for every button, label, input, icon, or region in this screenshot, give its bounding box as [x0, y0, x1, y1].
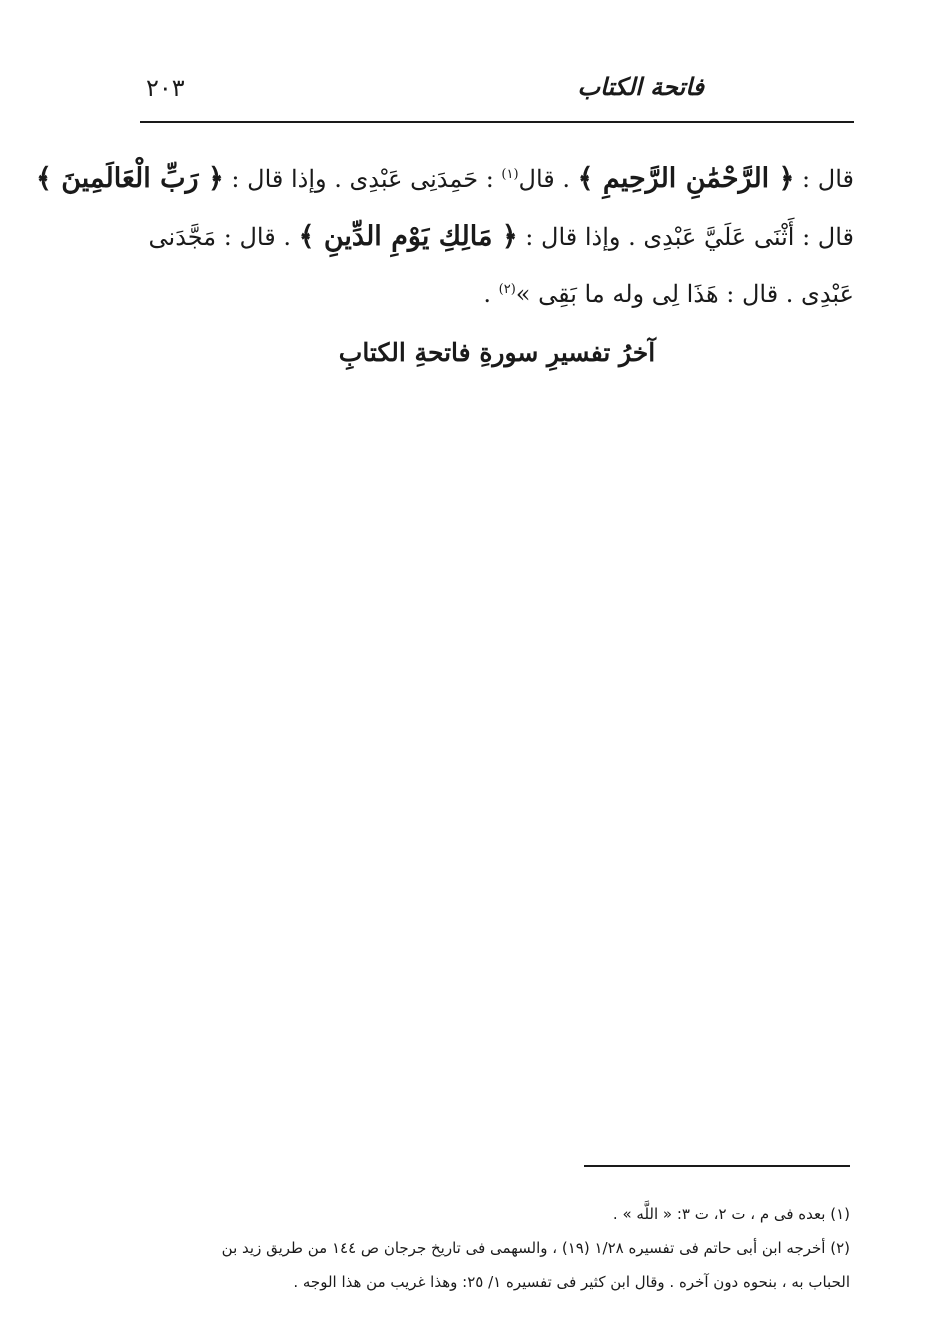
page-number: ٢٠٣: [146, 74, 185, 102]
footnote-2-line-2: الحباب به ، بنحوه دون آخره . وقال ابن كثير فى تفسيره ١/ ٢٥: وهذا غريب من هذا الوجه .: [293, 1273, 850, 1291]
section-end-heading: آخرُ تفسيرِ سورةِ فاتحةِ الكتابِ: [338, 338, 656, 367]
text-line-3: [140, 266, 854, 323]
header-rule: [140, 121, 854, 123]
quran-quote-malik: ﴿ مَالِكِ يَوْمِ الدِّينِ ﴾: [298, 221, 518, 252]
text-segment: .: [483, 280, 499, 308]
text-segment: . قال: [518, 165, 578, 193]
footnote-2-line-1: (٢) أخرجه ابن أبى حاتم فى تفسيره ١/٢٨ (١٩) ، والسهمى فى تاريخ جرجان ص ١٤٤ من طريق زيد بن: [221, 1239, 850, 1257]
footnote-1: (١) بعده فى م ، ت ٢، ت ٣: « اللَّه » .: [612, 1205, 850, 1223]
text-segment: قال : أَثْنَى عَلَيَّ عَبْدِى . وإذا قال :: [517, 223, 854, 251]
footnote-rule: [584, 1165, 850, 1167]
quran-quote-alamin: ﴿ رَبِّ الْعَالَمِينَ ﴾: [35, 163, 224, 194]
main-text: [35, 150, 854, 323]
text-line-1: قال : ﴿ الرَّحْمَٰنِ الرَّحِيمِ ﴾ . قال$^{(١)}$ : حَمِدَنِى عَبْدِى . وإذا قال : ﴿ رَبِّ الْعَالَمِينَ ﴾: [35, 163, 854, 194]
text-line-2: [140, 208, 854, 266]
text-segment: . قال : مَجَّدَنى: [148, 223, 299, 251]
running-title: فاتحة الكتاب: [577, 72, 704, 101]
text-segment: : حَمِدَنِى عَبْدِى . وإذا قال :: [223, 165, 502, 193]
footnote-ref-1: (١): [501, 167, 519, 182]
footnotes: [140, 1197, 850, 1299]
footnote-ref-2: (٢): [498, 282, 516, 297]
running-header: [140, 70, 854, 110]
quran-quote-rahman: ﴿ الرَّحْمَٰنِ الرَّحِيمِ ﴾: [577, 163, 795, 194]
text-segment: عَبْدِى . قال : هَذَا لِى وله ما بَقِى »: [515, 280, 854, 308]
